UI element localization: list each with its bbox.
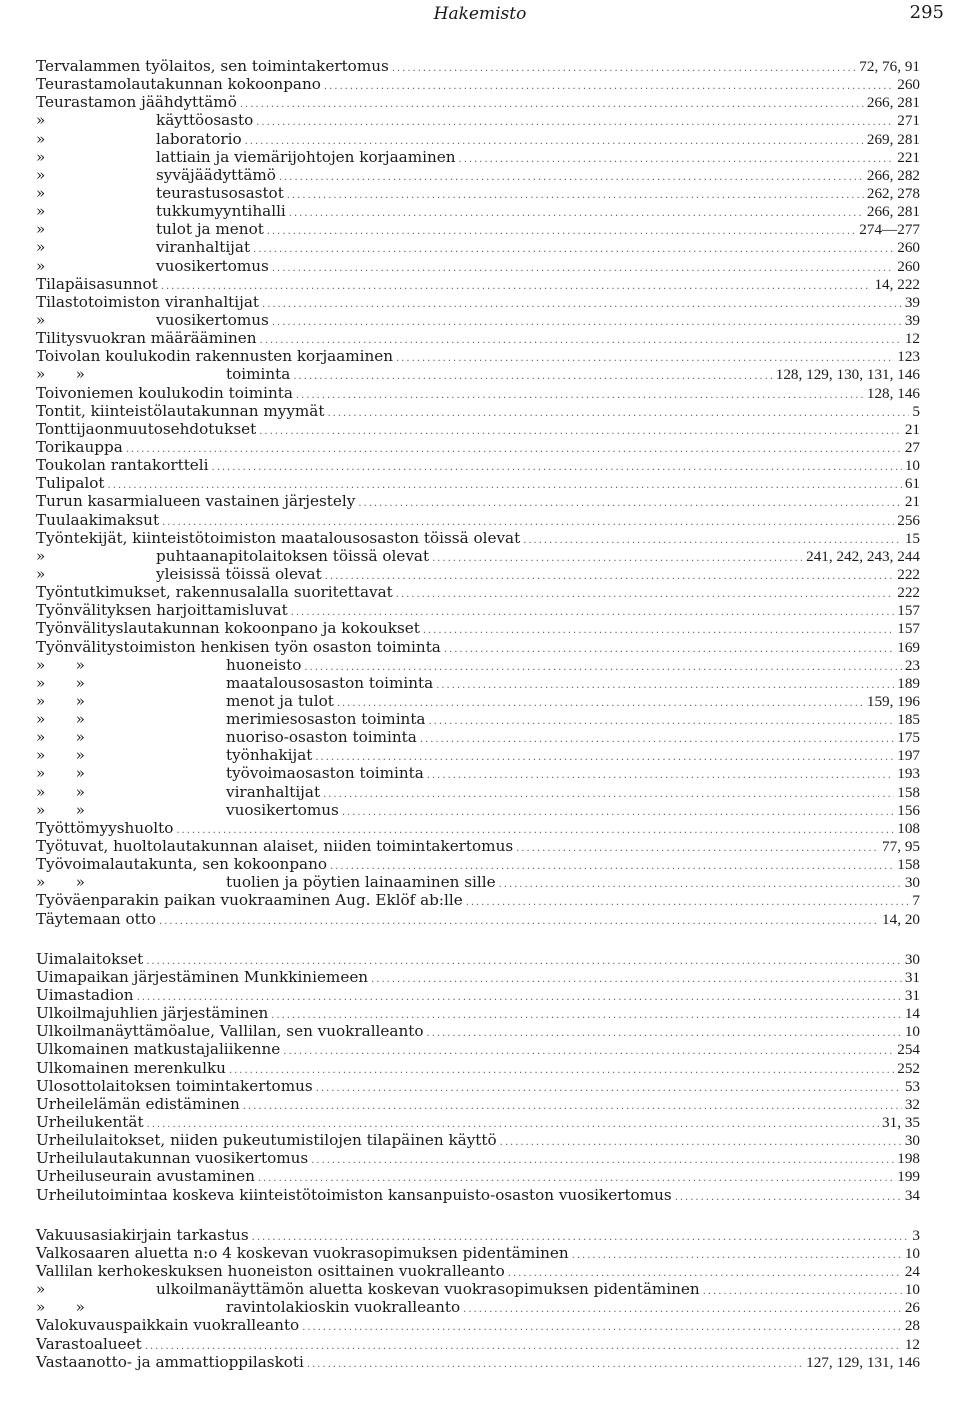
- index-entry: [36, 728, 920, 746]
- dot-leader: [262, 296, 902, 314]
- index-entry: [36, 1077, 920, 1095]
- ditto-mark: » »: [36, 673, 85, 692]
- page-references: 252: [897, 1059, 920, 1077]
- page-references: 260: [897, 76, 920, 94]
- entry-text: vuosikertomus: [156, 256, 269, 275]
- page-references: 199: [897, 1168, 920, 1186]
- index-entry: [36, 873, 920, 891]
- index-entry: [36, 746, 920, 764]
- entry-text: nuoriso-osaston toiminta: [226, 728, 417, 747]
- dot-leader: [426, 1025, 901, 1043]
- page-references: 61: [904, 475, 920, 493]
- page-references: 31, 35: [882, 1114, 920, 1132]
- entry-text: ravintolakioskin vuokralleanto: [226, 1298, 461, 1317]
- page-references: 14, 222: [874, 275, 920, 293]
- entry-text: Työväenparakin paikan vuokraaminen Aug. Eklöf ab:lle: [36, 891, 463, 910]
- page-references: 10: [904, 1244, 920, 1262]
- page-references: 123: [897, 348, 920, 366]
- index-entry: [36, 819, 920, 837]
- entry-text: Uimapaikan järjestäminen Munkkiniemeen: [36, 967, 369, 986]
- dot-leader: [229, 1062, 894, 1080]
- index-entry: [36, 565, 920, 583]
- entry-text: Teurastamon jäähdyttämö: [36, 93, 237, 112]
- entry-text: toiminta: [226, 365, 291, 384]
- page-references: 254: [897, 1041, 920, 1059]
- index-entry: [36, 365, 920, 383]
- index-entry: [36, 692, 920, 710]
- index-entry: [36, 1298, 920, 1316]
- page-references: 30: [904, 1132, 920, 1150]
- dot-leader: [703, 1283, 902, 1301]
- page-references: 39: [904, 293, 920, 311]
- index-entry: [36, 347, 920, 365]
- index-entry: [36, 601, 920, 619]
- page-references: 271: [897, 112, 920, 130]
- entry-text: Urheiluseurain avustaminen: [36, 1167, 255, 1186]
- page-references: 222: [897, 584, 920, 602]
- ditto-mark: » »: [36, 746, 85, 765]
- index-entry: [36, 93, 920, 111]
- dot-leader: [307, 1356, 803, 1374]
- page-references: 156: [897, 801, 920, 819]
- page-references: 241, 242, 243, 244: [806, 547, 920, 565]
- ditto-mark: »: [36, 564, 46, 583]
- entry-text: Vastaanotto- ja ammattioppilaskoti: [36, 1352, 304, 1371]
- entry-text: Urheilelämän edistäminen: [36, 1094, 240, 1113]
- page-references: 169: [897, 638, 920, 656]
- page-references: 77, 95: [882, 838, 920, 856]
- page-references: 127, 129, 131, 146: [806, 1353, 920, 1371]
- entry-text: teurastusosastot: [156, 183, 284, 202]
- page-references: 128, 146: [866, 384, 920, 402]
- page-references: 198: [897, 1150, 920, 1168]
- ditto-mark: » »: [36, 710, 85, 729]
- dot-leader: [272, 260, 894, 278]
- page-references: 10: [904, 1281, 920, 1299]
- page-references: 256: [897, 511, 920, 529]
- entry-text: Työntutkimukset, rakennusalalla suoritettavat: [36, 583, 393, 602]
- entry-text: laboratorio: [156, 129, 242, 148]
- page-references: 15: [904, 529, 920, 547]
- dot-leader: [371, 971, 902, 989]
- entry-text: ulkoilmanäyttämön aluetta koskevan vuokrasopimuksen pidentäminen: [156, 1280, 700, 1299]
- page-references: 72, 76, 91: [859, 58, 920, 75]
- index-entry: [36, 1353, 920, 1371]
- page-references: 21: [904, 420, 920, 438]
- page-references: 175: [897, 729, 920, 747]
- ditto-mark: »: [36, 546, 46, 565]
- ditto-mark: » »: [36, 800, 85, 819]
- dot-leader: [240, 96, 864, 114]
- entry-text: huoneisto: [226, 655, 302, 674]
- dot-leader: [161, 278, 872, 296]
- dot-leader: [327, 405, 909, 423]
- dot-leader: [283, 1043, 894, 1061]
- entry-text: merimiesosaston toiminta: [226, 710, 426, 729]
- entry-text: Täytemaan otto: [36, 909, 157, 928]
- entry-text: menot ja tulot: [226, 691, 334, 710]
- index-entry: [36, 456, 920, 474]
- index-entry: [36, 1316, 920, 1334]
- index-entry: [36, 130, 920, 148]
- entry-text: Tilastotoimiston viranhaltijat: [36, 292, 260, 311]
- entry-text: Työnvälitystoimiston henkisen työn osaston toiminta: [36, 637, 441, 656]
- dot-leader: [324, 78, 894, 96]
- index-entry: [36, 950, 920, 968]
- index-entry: [36, 57, 920, 75]
- dot-leader: [429, 713, 895, 731]
- page-references: 3: [912, 1226, 920, 1244]
- entry-text: käyttöosasto: [156, 111, 254, 130]
- entry-text: työvoimaosaston toiminta: [226, 764, 424, 783]
- dot-leader: [253, 241, 894, 259]
- page-references: 193: [897, 765, 920, 783]
- dot-leader: [466, 894, 910, 912]
- page-references: 39: [904, 311, 920, 329]
- page-references: 128, 129, 130, 131, 146: [775, 366, 920, 384]
- dot-leader: [159, 913, 879, 931]
- entry-text: Urheilutoimintaa koskeva kiinteistötoimiston kansanpuisto-osaston vuosikertomus: [36, 1185, 672, 1204]
- entry-text: tukkumyyntihalli: [156, 202, 286, 221]
- page-references: 266, 282: [866, 166, 920, 184]
- index-entry: [36, 293, 920, 311]
- index-entry: [36, 202, 920, 220]
- index-entry: [36, 438, 920, 456]
- page-references: 53: [904, 1077, 920, 1095]
- dot-leader: [212, 459, 902, 477]
- page-references: 158: [897, 783, 920, 801]
- index-entry: [36, 1022, 920, 1040]
- page-references: 158: [897, 856, 920, 874]
- entry-text: Työntekijät, kiinteistötoimiston maatalousosaston töissä olevat: [36, 528, 521, 547]
- entry-text: Tontit, kiinteistölautakunnan myymät: [36, 401, 325, 420]
- dot-leader: [432, 550, 803, 568]
- entry-text: Ulosottolaitoksen toimintakertomus: [36, 1076, 313, 1095]
- entry-text: yleisissä töissä olevat: [156, 564, 322, 583]
- ditto-mark: » »: [36, 1298, 85, 1317]
- entry-text: Urheilulautakunnan vuosikertomus: [36, 1149, 309, 1168]
- index-entry: [36, 220, 920, 238]
- page-references: 27: [904, 438, 920, 456]
- index-entry: [36, 238, 920, 256]
- index-entry: [36, 764, 920, 782]
- ditto-mark: »: [36, 256, 46, 275]
- entry-text: Toivolan koulukodin rakennusten korjaaminen: [36, 347, 394, 366]
- dot-leader: [296, 387, 864, 405]
- dot-leader: [243, 1098, 902, 1116]
- index-entry: [36, 638, 920, 656]
- page-references: 10: [904, 1023, 920, 1041]
- page-references: 274—277: [859, 221, 920, 239]
- dot-leader: [500, 1134, 902, 1152]
- index-entry: [36, 710, 920, 728]
- index-entry: [36, 619, 920, 637]
- page-references: 262, 278: [866, 184, 920, 202]
- dot-leader: [272, 314, 902, 332]
- index-entry: [36, 474, 920, 492]
- dot-leader: [516, 840, 879, 858]
- ditto-mark: »: [36, 147, 46, 166]
- entry-text: maatalousosaston toiminta: [226, 673, 434, 692]
- index-entry: [36, 329, 920, 347]
- index-entry: [36, 986, 920, 1004]
- dot-leader: [396, 586, 894, 604]
- index-entry: [36, 783, 920, 801]
- index-entry: [36, 910, 920, 928]
- index-entry: [36, 1149, 920, 1167]
- page-references: 266, 281: [866, 203, 920, 221]
- dot-leader: [259, 423, 902, 441]
- ditto-mark: »: [36, 129, 46, 148]
- page-references: 14, 20: [882, 910, 920, 928]
- entry-text: syväjäädyttämö: [156, 165, 276, 184]
- index-entry: [36, 384, 920, 402]
- ditto-mark: » »: [36, 691, 85, 710]
- entry-text: Työtuvat, huoltolautakunnan alaiset, niiden toimintakertomus: [36, 837, 514, 856]
- entry-text: Ulkoilmajuhlien järjestäminen: [36, 1004, 269, 1023]
- dot-leader: [459, 151, 895, 169]
- page-references: 12: [904, 1335, 920, 1353]
- page-references: 266, 281: [866, 94, 920, 112]
- entry-text: Uimastadion: [36, 986, 134, 1005]
- index-entry: [36, 529, 920, 547]
- dot-leader: [316, 1080, 902, 1098]
- index-entry: [36, 891, 920, 909]
- index-entry: [36, 1167, 920, 1185]
- entry-text: tuolien ja pöytien lainaaminen sille: [226, 873, 496, 892]
- page-references: 12: [904, 330, 920, 348]
- index-entry: [36, 311, 920, 329]
- page-references: 23: [904, 656, 920, 674]
- page-references: 157: [897, 602, 920, 620]
- dot-leader: [572, 1247, 902, 1265]
- index-entry: [36, 1226, 920, 1244]
- ditto-mark: » »: [36, 728, 85, 747]
- ditto-mark: » »: [36, 764, 85, 783]
- index-entry: [36, 656, 920, 674]
- dot-leader: [126, 441, 902, 459]
- page-references: 159, 196: [866, 692, 920, 710]
- page-references: 34: [904, 1186, 920, 1204]
- page-references: 222: [897, 565, 920, 583]
- index-entry: [36, 257, 920, 275]
- index-entry: [36, 1280, 920, 1298]
- entry-text: tulot ja menot: [156, 220, 264, 239]
- dot-leader: [287, 187, 864, 205]
- page-references: 7: [912, 892, 920, 910]
- ditto-mark: » »: [36, 365, 85, 384]
- index-entry: [36, 674, 920, 692]
- index-entry: [36, 492, 920, 510]
- index-entry: [36, 837, 920, 855]
- index-entry: [36, 1040, 920, 1058]
- entry-text: Uimalaitokset: [36, 949, 144, 968]
- entry-text: Tulipalot: [36, 474, 105, 493]
- running-header-title: Hakemisto: [433, 4, 527, 24]
- index-entry: [36, 801, 920, 819]
- dot-leader: [420, 731, 894, 749]
- page-number: 295: [909, 2, 944, 23]
- ditto-mark: »: [36, 202, 46, 221]
- dot-leader: [423, 622, 894, 640]
- entry-text: Tonttijaonmuutosehdotukset: [36, 419, 257, 438]
- index-entry: [36, 1004, 920, 1022]
- page-references: 197: [897, 747, 920, 765]
- dot-leader: [293, 368, 772, 386]
- ditto-mark: »: [36, 165, 46, 184]
- page-references: 28: [904, 1317, 920, 1335]
- entry-text: Ulkomainen merenkulku: [36, 1058, 226, 1077]
- page-references: 21: [904, 493, 920, 511]
- dot-leader: [256, 114, 894, 132]
- dot-leader: [279, 169, 864, 187]
- dot-leader: [311, 1152, 894, 1170]
- index-entry: [36, 1244, 920, 1262]
- dot-leader: [325, 568, 895, 586]
- entry-text: Torikauppa: [36, 437, 123, 456]
- entry-text: Työnvälityslautakunnan kokoonpano ja kokoukset: [36, 619, 420, 638]
- page-references: 24: [904, 1263, 920, 1280]
- ditto-mark: » »: [36, 873, 85, 892]
- index-entry: [36, 855, 920, 873]
- index-list: [36, 57, 920, 1371]
- ditto-mark: »: [36, 220, 46, 239]
- index-entry: [36, 1113, 920, 1131]
- page-references: 26: [904, 1299, 920, 1317]
- ditto-mark: »: [36, 310, 46, 329]
- dot-leader: [463, 1301, 902, 1319]
- page-references: 157: [897, 620, 920, 638]
- entry-text: Ulkomainen matkustajaliikenne: [36, 1040, 281, 1059]
- page-references: 30: [904, 874, 920, 892]
- entry-text: Varastoalueet: [36, 1334, 142, 1353]
- entry-text: Valkosaaren aluetta n:o 4 koskevan vuokrasopimuksen pidentäminen: [36, 1243, 569, 1262]
- entry-text: Tilapäisasunnot: [36, 274, 158, 293]
- entry-text: Urheilulaitokset, niiden pukeutumistilojen tilapäinen käyttö: [36, 1131, 497, 1150]
- index-entry: [36, 1186, 920, 1204]
- page-references: 260: [897, 257, 920, 275]
- entry-text: Turun kasarmialueen vastainen järjestely: [36, 492, 356, 511]
- index-entry: [36, 111, 920, 129]
- entry-text: Tuulaakimaksut: [36, 510, 160, 529]
- page-references: 260: [897, 239, 920, 257]
- entry-text: työnhakijat: [226, 746, 313, 765]
- index-entry: [36, 420, 920, 438]
- entry-text: Tervalammen työlaitos, sen toimintakertomus: [36, 57, 389, 75]
- dot-leader: [499, 876, 902, 894]
- index-entry: [36, 1262, 920, 1280]
- dot-leader: [427, 767, 894, 785]
- entry-text: Vakuusasiakirjain tarkastus: [36, 1225, 249, 1244]
- ditto-mark: »: [36, 238, 46, 257]
- index-entry: [36, 166, 920, 184]
- dot-leader: [358, 495, 901, 513]
- index-entry: [36, 402, 920, 420]
- entry-text: lattiain ja viemärijohtojen korjaaminen: [156, 147, 456, 166]
- dot-leader: [444, 641, 894, 659]
- page-references: 108: [897, 819, 920, 837]
- index-entry: [36, 968, 920, 986]
- dot-leader: [675, 1189, 902, 1207]
- index-entry: [36, 1335, 920, 1353]
- index-entry: [36, 75, 920, 93]
- dot-leader: [267, 223, 856, 241]
- entry-text: Tilitysvuokran määrääminen: [36, 329, 257, 348]
- page-references: 31: [904, 968, 920, 986]
- page-references: 269, 281: [866, 130, 920, 148]
- entry-text: puhtaanapitolaitoksen töissä olevat: [156, 546, 430, 565]
- page-references: 14: [904, 1005, 920, 1023]
- entry-text: Työnvälityksen harjoittamisluvat: [36, 601, 288, 620]
- ditto-mark: »: [36, 183, 46, 202]
- index-entry: [36, 1131, 920, 1149]
- index-entry: [36, 511, 920, 529]
- index-entry: [36, 1059, 920, 1077]
- ditto-mark: »: [36, 111, 46, 130]
- page-references: 221: [897, 148, 920, 166]
- ditto-mark: » »: [36, 655, 85, 674]
- dot-leader: [436, 677, 894, 695]
- entry-text: Urheilukentät: [36, 1113, 144, 1132]
- page-references: 189: [897, 674, 920, 692]
- entry-text: vuosikertomus: [226, 800, 339, 819]
- entry-text: Vallilan kerhokeskuksen huoneiston osittainen vuokralleanto: [36, 1262, 505, 1280]
- entry-text: Valokuvauspaikkain vuokralleanto: [36, 1316, 300, 1335]
- dot-leader: [323, 786, 894, 804]
- dot-leader: [289, 205, 864, 223]
- entry-text: Työttömyyshuolto: [36, 818, 174, 837]
- entry-text: Työvoimalautakunta, sen kokoonpano: [36, 855, 328, 874]
- page-references: 185: [897, 711, 920, 729]
- page-references: 31: [904, 987, 920, 1005]
- index-entry: [36, 1095, 920, 1113]
- page-references: 5: [912, 402, 920, 420]
- entry-text: Toukolan rantakortteli: [36, 456, 209, 475]
- index-entry: [36, 275, 920, 293]
- entry-text: vuosikertomus: [156, 310, 269, 329]
- entry-text: viranhaltijat: [156, 238, 251, 257]
- page-references: 10: [904, 457, 920, 475]
- entry-text: viranhaltijat: [226, 782, 321, 801]
- ditto-mark: »: [36, 1280, 46, 1299]
- ditto-mark: » »: [36, 782, 85, 801]
- page-references: 30: [904, 950, 920, 968]
- dot-leader: [302, 1319, 902, 1337]
- page-references: 32: [904, 1095, 920, 1113]
- entry-text: Toivoniemen koulukodin toiminta: [36, 383, 293, 402]
- index-entry: [36, 583, 920, 601]
- entry-text: Teurastamolautakunnan kokoonpano: [36, 75, 321, 94]
- index-entry: [36, 184, 920, 202]
- entry-text: Ulkoilmanäyttämöalue, Vallilan, sen vuokralleanto: [36, 1022, 424, 1041]
- dot-leader: [392, 60, 856, 78]
- index-entry: [36, 148, 920, 166]
- index-entry: [36, 547, 920, 565]
- dot-leader: [342, 804, 894, 822]
